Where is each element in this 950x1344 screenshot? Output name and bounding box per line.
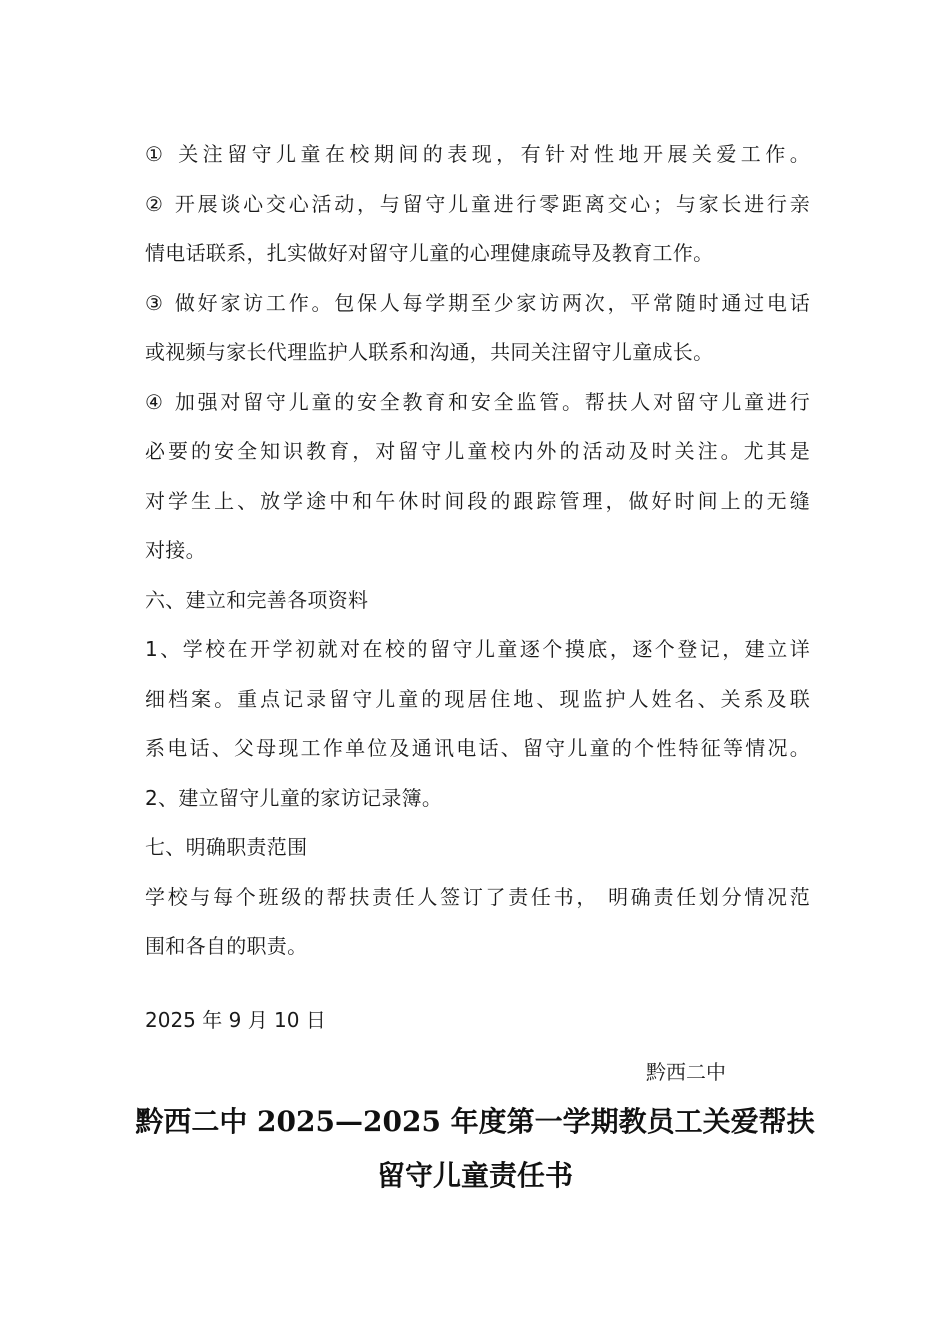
body-line: ④ 加强对留守儿童的安全教育和安全监管。帮扶人对留守儿童进行 — [145, 389, 810, 414]
body-line: 情电话联系，扎实做好对留守儿童的心理健康疏导及教育工作。 — [145, 241, 714, 265]
title-line-1: 黔西二中 2025—2025 年度第一学期教员工关爱帮扶 — [135, 1105, 815, 1138]
body-line: 对学生上、放学途中和午休时间段的跟踪管理，做好时间上的无缝 — [145, 488, 810, 513]
body-line: 或视频与家长代理监护人联系和沟通，共同关注留守儿童成长。 — [145, 340, 714, 364]
body-line: 围和各自的职责。 — [145, 934, 308, 958]
body-line: 1、学校在开学初就对在校的留守儿童逐个摸底，逐个登记，建立详 — [145, 637, 810, 661]
body-line: ① 关注留守儿童在校期间的表现，有针对性地开展关爱工作。 — [145, 142, 810, 166]
body-line: 系电话、父母现工作单位及通讯电话、留守儿童的个性特征等情况。 — [145, 736, 810, 760]
section-heading: 六、建立和完善各项资料 — [145, 587, 369, 612]
section-heading: 七、明确职责范围 — [145, 835, 308, 859]
title-line-2: 留守儿童责任书 — [376, 1159, 573, 1192]
body-line: ② 开展谈心交心活动，与留守儿童进行零距离交心；与家长进行亲 — [145, 191, 810, 216]
body-line: 学校与每个班级的帮扶责任人签订了责任书， 明确责任划分情况范 — [145, 884, 810, 909]
body-line: 2、建立留守儿童的家访记录簿。 — [145, 785, 443, 810]
document-body — [145, 130, 810, 972]
body-line: 对接。 — [145, 538, 206, 562]
body-line: 必要的安全知识教育，对留守儿童校内外的活动及时关注。尤其是 — [145, 439, 810, 463]
body-line: 细档案。重点记录留守儿童的现居住地、现监护人姓名、关系及联 — [145, 686, 810, 711]
document-title — [0, 1095, 950, 1203]
body-line: ③ 做好家访工作。包保人每学期至少家访两次，平常随时通过电话 — [145, 290, 810, 315]
signature-school: 黔西二中 — [646, 1060, 726, 1084]
document-date: 2025 年 9 月 10 日 — [145, 1008, 326, 1032]
